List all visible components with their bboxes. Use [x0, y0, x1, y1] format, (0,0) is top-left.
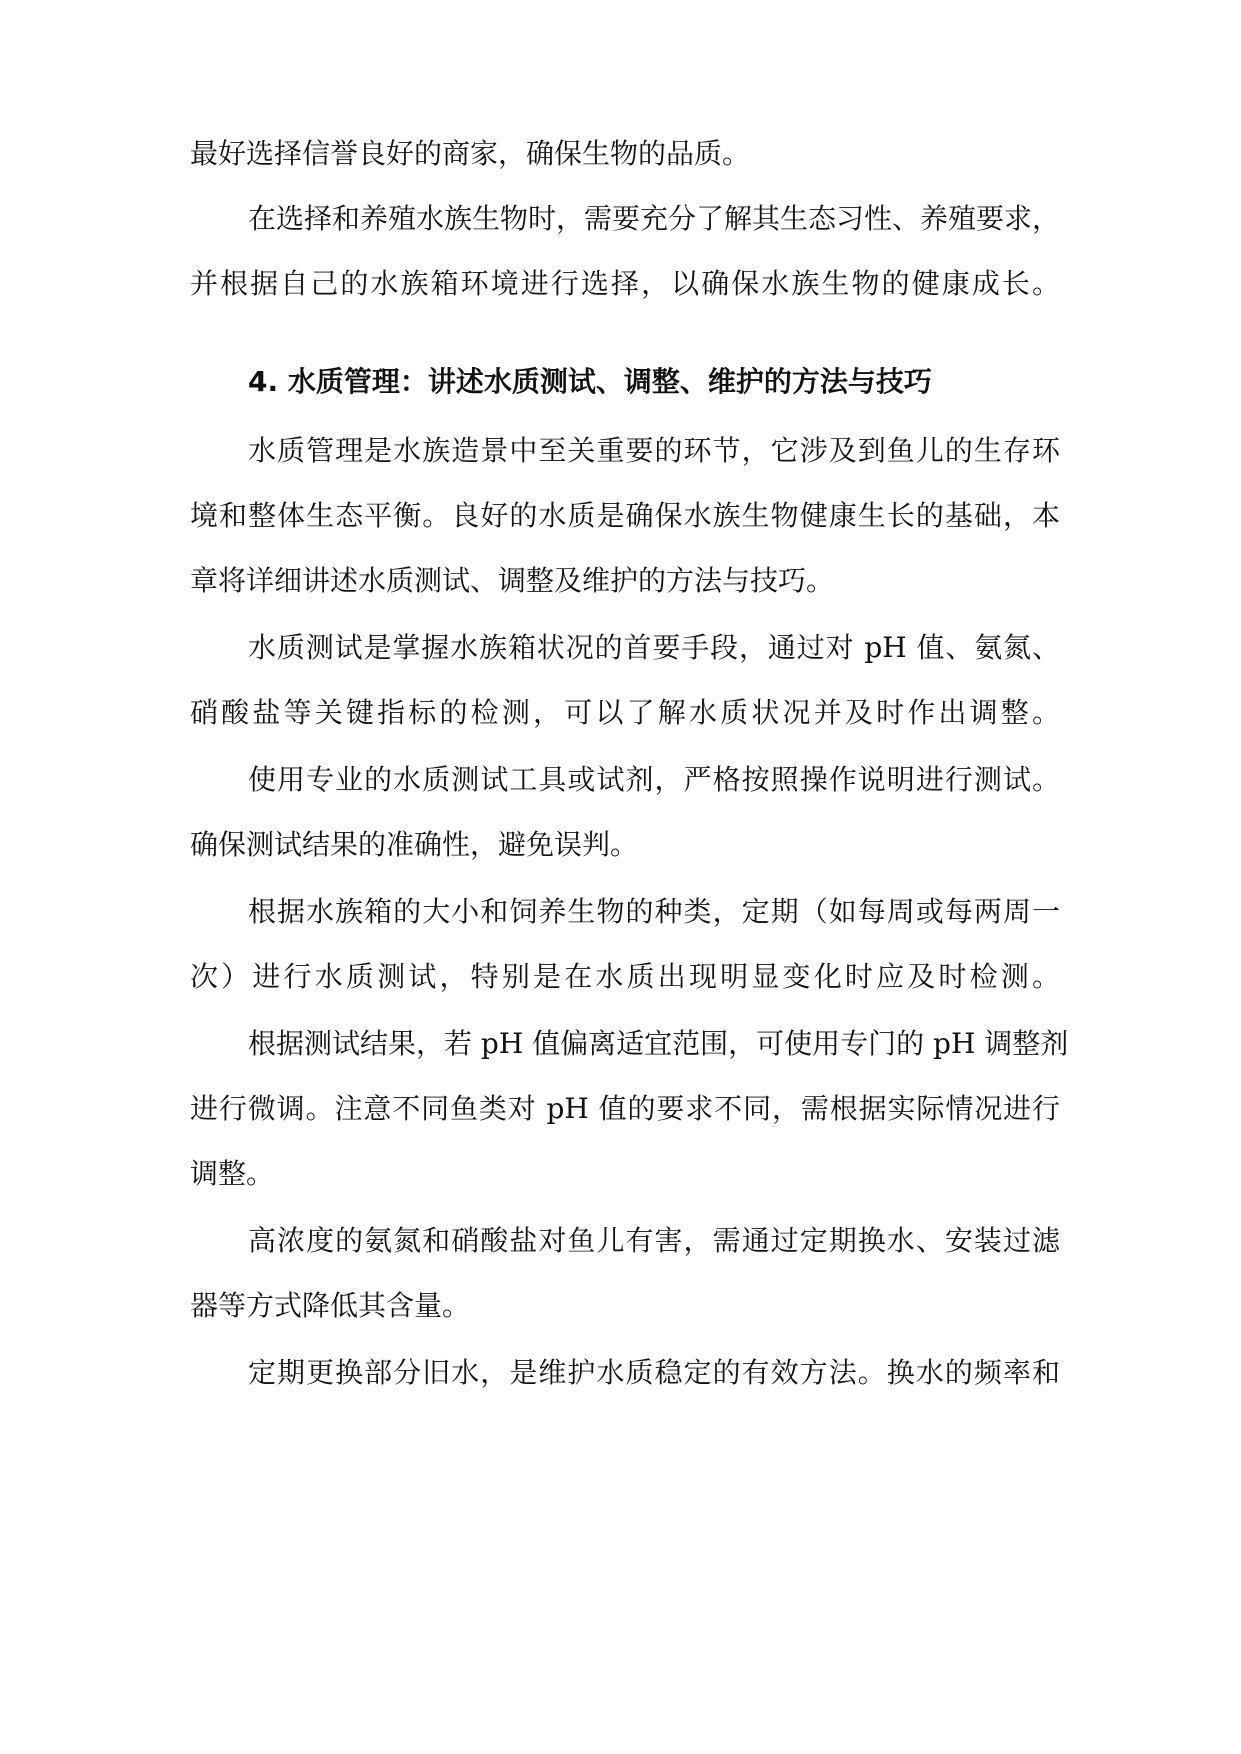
body-line-8: 水质测试是掌握水族箱状况的首要手段，通过对 pH 值、氨氮、	[248, 631, 1060, 664]
body-line-1: 最好选择信誉良好的商家，确保生物的品质。	[190, 137, 751, 170]
body-line-17: 高浓度的氨氮和硝酸盐对鱼儿有害，需通过定期换水、安装过滤	[248, 1224, 1060, 1257]
body-line-11: 确保测试结果的准确性，避免误判。	[190, 828, 639, 861]
body-line-14: 根据测试结果，若 pH 值偏离适宜范围，可使用专门的 pH 调整剂	[248, 1027, 1069, 1060]
body-line-19: 定期更换部分旧水，是维护水质稳定的有效方法。换水的频率和	[248, 1356, 1060, 1389]
body-line-13: 次）进行水质测试，特别是在水质出现明显变化时应及时检测。	[190, 960, 1060, 993]
body-line-7: 章将详细讲述水质测试、调整及维护的方法与技巧。	[190, 564, 835, 597]
section-heading: 4. 水质管理：讲述水质测试、调整、维护的方法与技巧	[248, 365, 932, 398]
body-line-10: 使用专业的水质测试工具或试剂，严格按照操作说明进行测试。	[248, 763, 1060, 796]
body-line-3: 并根据自己的水族箱环境进行选择，以确保水族生物的健康成长。	[190, 267, 1060, 300]
body-line-12: 根据水族箱的大小和饲养生物的种类，定期（如每周或每两周一	[248, 895, 1060, 928]
body-line-6: 境和整体生态平衡。良好的水质是确保水族生物健康生长的基础，本	[190, 499, 1060, 532]
body-line-9: 硝酸盐等关键指标的检测，可以了解水质状况并及时作出调整。	[190, 696, 1060, 729]
body-line-18: 器等方式降低其含量。	[190, 1289, 471, 1322]
body-line-16: 调整。	[190, 1157, 275, 1190]
body-line-15: 进行微调。注意不同鱼类对 pH 值的要求不同，需根据实际情况进行	[190, 1092, 1060, 1125]
body-line-5: 水质管理是水族造景中至关重要的环节，它涉及到鱼儿的生存环	[248, 434, 1060, 467]
body-line-2: 在选择和养殖水族生物时，需要充分了解其生态习性、养殖要求，	[248, 202, 1061, 235]
